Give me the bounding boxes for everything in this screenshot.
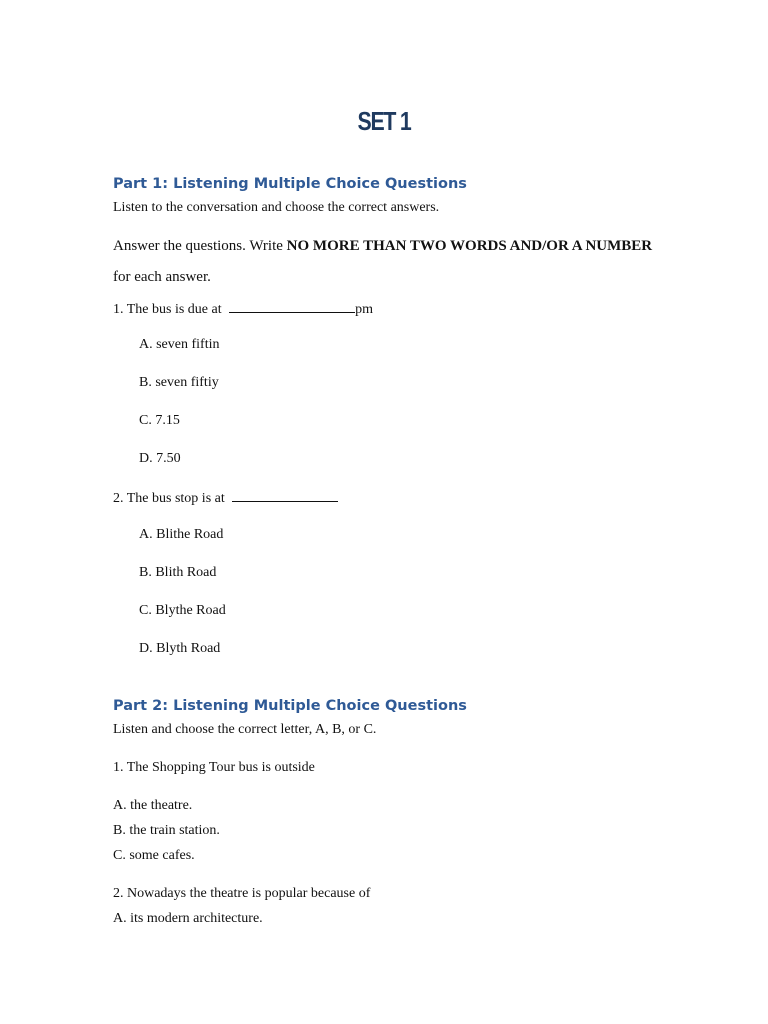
question-text: 1. The bus is due at <box>113 302 222 317</box>
page-title: SET 1 <box>357 106 411 136</box>
answer-instruction-bold: NO MORE THAN TWO WORDS AND/OR A NUMBER <box>286 238 653 254</box>
part2-question-2: 2. Nowadays the theatre is popular because of <box>113 886 371 901</box>
part2-instruction: Listen and choose the correct letter, A, B, or C. <box>113 722 377 737</box>
part1-instruction: Listen to the conversation and choose the correct answers. <box>113 200 440 215</box>
option-d: D. Blyth Road <box>139 641 221 656</box>
option-d: D. 7.50 <box>139 451 181 466</box>
option-c: C. Blythe Road <box>139 603 226 618</box>
answer-instruction <box>113 238 652 255</box>
option-b: B. seven fiftiy <box>139 375 219 390</box>
part1-heading: Part 1: Listening Multiple Choice Questions <box>113 176 467 192</box>
part2-heading: Part 2: Listening Multiple Choice Questions <box>113 698 467 714</box>
answer-blank <box>232 489 338 502</box>
option-b: B. Blith Road <box>139 565 217 580</box>
option-c: C. 7.15 <box>139 413 180 428</box>
option-a: A. the theatre. <box>113 798 193 813</box>
answer-blank <box>229 300 355 313</box>
answer-instruction-prefix: Answer the questions. Write <box>113 238 287 254</box>
part1-question-2 <box>113 489 338 507</box>
option-b: B. the train station. <box>113 823 220 838</box>
option-a: A. its modern architecture. <box>113 911 263 926</box>
option-c: C. some cafes. <box>113 848 195 863</box>
part1-question-1 <box>113 300 373 318</box>
option-a: A. Blithe Road <box>139 527 224 542</box>
part2-question-1: 1. The Shopping Tour bus is outside <box>113 760 315 775</box>
question-text: 2. The bus stop is at <box>113 491 225 506</box>
question-suffix: pm <box>355 302 374 317</box>
option-a: A. seven fiftin <box>139 337 220 352</box>
answer-instruction-suffix: for each answer. <box>113 269 211 285</box>
